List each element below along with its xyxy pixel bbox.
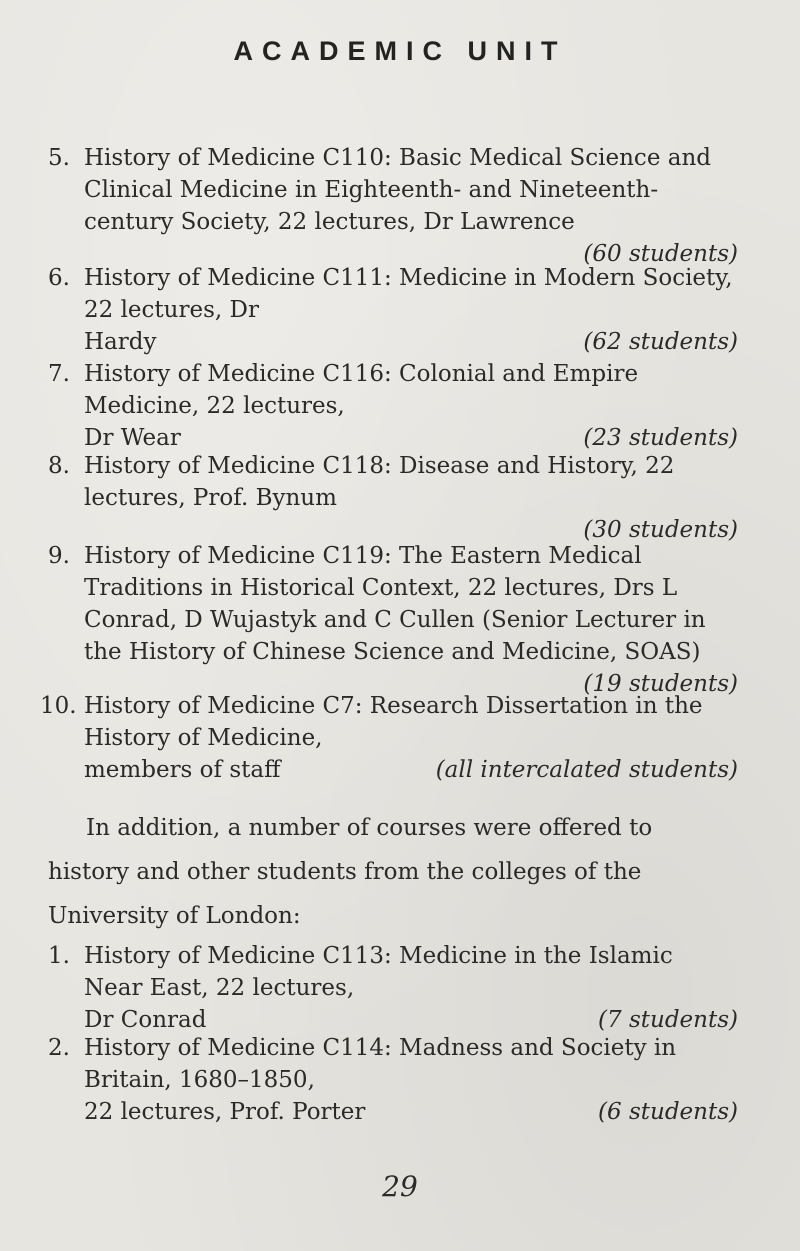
course-entry-6 bbox=[48, 262, 738, 358]
course-entry-9 bbox=[48, 540, 738, 700]
entry-number: 6. bbox=[48, 265, 70, 291]
page-number: 29 bbox=[382, 1170, 418, 1203]
entry-text: History of Medicine C7: Research Dissertation in the History of Medicine, bbox=[84, 693, 703, 751]
course-entry-1 bbox=[48, 940, 738, 1036]
entry-text: History of Medicine C113: Medicine in the Islamic Near East, 22 lectures, bbox=[84, 943, 673, 1001]
entry-lead: members of staff bbox=[84, 757, 281, 783]
page-header: ACADEMIC UNIT bbox=[233, 36, 567, 66]
entry-students: (19 students) bbox=[583, 671, 738, 697]
entry-students: (60 students) bbox=[583, 241, 738, 267]
entry-students-line bbox=[84, 1096, 738, 1128]
entry-text: History of Medicine C116: Colonial and Empire Medicine, 22 lectures, bbox=[84, 361, 639, 419]
entry-number: 5. bbox=[48, 145, 70, 171]
entry-students: (62 students) bbox=[583, 329, 738, 355]
entry-students: (23 students) bbox=[583, 425, 738, 451]
course-entry-8 bbox=[48, 450, 738, 546]
entry-students: (all intercalated students) bbox=[435, 757, 738, 783]
entry-lead: Dr Conrad bbox=[84, 1007, 207, 1033]
entry-students: (6 students) bbox=[598, 1099, 738, 1125]
entry-students-line bbox=[84, 326, 738, 358]
entry-number: 1. bbox=[48, 943, 70, 969]
entry-text: History of Medicine C118: Disease and History, 22 lectures, Prof. Bynum bbox=[84, 453, 675, 511]
entry-number: 9. bbox=[48, 543, 70, 569]
entry-lead: 22 lectures, Prof. Porter bbox=[84, 1099, 366, 1125]
entry-students-line bbox=[84, 754, 738, 786]
entry-lead: Dr Wear bbox=[84, 425, 181, 451]
entry-text: History of Medicine C110: Basic Medical Science and Clinical Medicine in Eighteenth- and Nineteenth-century Society, 22 lectures, Dr Lawrence bbox=[84, 145, 711, 235]
entry-number: 8. bbox=[48, 453, 70, 479]
entry-number: 7. bbox=[48, 361, 70, 387]
entry-number: 2. bbox=[48, 1035, 70, 1061]
course-entry-2 bbox=[48, 1032, 738, 1128]
entry-text: History of Medicine C111: Medicine in Modern Society, 22 lectures, Dr bbox=[84, 265, 733, 323]
course-entry-10 bbox=[40, 690, 738, 786]
entry-students: (7 students) bbox=[598, 1007, 738, 1033]
entry-text: History of Medicine C119: The Eastern Medical Traditions in Historical Context, 22 lectures, Drs L Conrad, D Wujastyk and C Cullen (Senior Lecturer in the History of Chinese Science and Medicine, SOAS) bbox=[84, 543, 706, 665]
entry-number: 10. bbox=[40, 693, 77, 719]
entry-lead: Hardy bbox=[84, 329, 157, 355]
entry-students: (30 students) bbox=[583, 517, 738, 543]
entry-text: History of Medicine C114: Madness and Society in Britain, 1680–1850, bbox=[84, 1035, 677, 1093]
intro-paragraph: In addition, a number of courses were offered to history and other students from the colleges of the University of London: bbox=[48, 815, 653, 929]
course-entry-5 bbox=[48, 142, 738, 270]
course-entry-7 bbox=[48, 358, 738, 454]
